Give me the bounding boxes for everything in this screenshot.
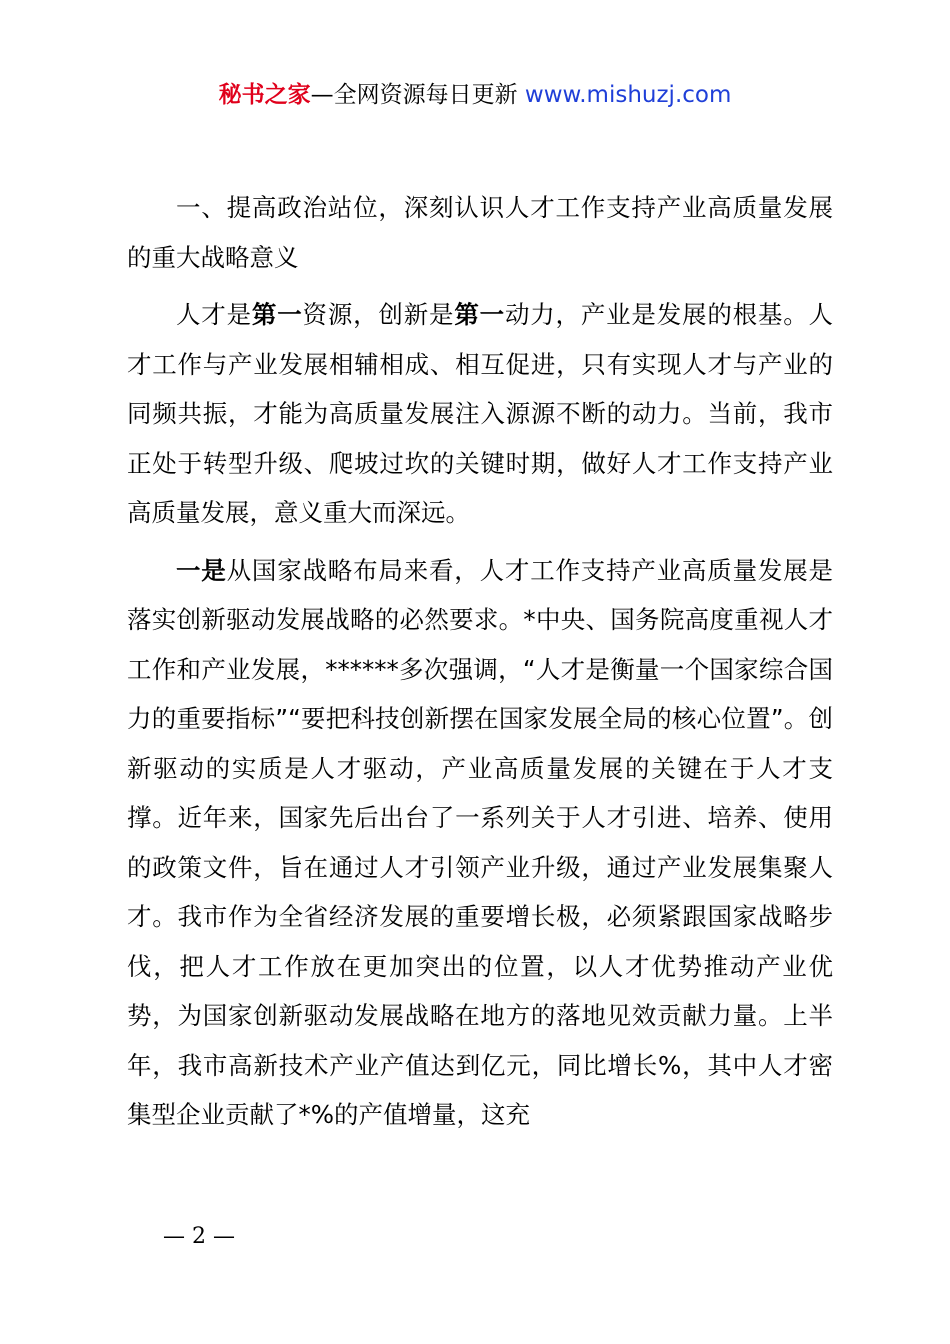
- brand-name: 秘书之家: [218, 82, 311, 108]
- bold-text: 第一: [454, 300, 505, 329]
- section-heading: 一、提高政治站位，深刻认识人才工作支持产业高质量发展的重大战略意义: [127, 193, 833, 272]
- text-run: 动力，产业是发展的根基。人才工作与产业发展相辅相成、相互促进，只有实现人才与产业的同频共振，才能为高质量发展注入源源不断的动力。当前，我市正处于转型升级、爬坡过坎的关键时期，做好人才工作支持产业高质量发展，意义重大而深远。: [127, 300, 834, 527]
- text-run: 从国家战略布局来看，人才工作支持产业高质量发展是落实创新驱动发展战略的必然要求。*中央、国务院高度重视人才工作和产业发展，******多次强调，“人才是衡量一个国家综合国力的重要指标”“要把科技创新摆在国家发展全局的核心位置”。创新驱动的实质是人才驱动，产业高质量发展的关键在于人才支撑。近年来，国家先后出台了一系列关于人才引进、培养、使用的政策文件，旨在通过人才引领产业升级，通过产业发展集聚人才。我市作为全省经济发展的重要增长极，必须紧跟国家战略步伐，把人才工作放在更加突出的位置，以人才优势推动产业优势，为国家创新驱动发展战略在地方的落地见效贡献力量。上半年，我市高新技术产业产值达到亿元，同比增长%，其中人才密集型企业贡献了*%的产值增量，这充: [127, 555, 834, 1129]
- site-header: [0, 78, 950, 112]
- paragraph-national-strategy: [127, 546, 833, 1140]
- bold-lead: 一是: [176, 555, 227, 585]
- website-link[interactable]: www.mishuzj.com: [524, 82, 732, 108]
- header-tagline: —全网资源每日更新: [310, 82, 525, 108]
- text-run: 人才是: [176, 300, 252, 329]
- bold-text: 第一: [251, 300, 303, 329]
- paragraph-talent-resource: [127, 290, 833, 538]
- document-body: [127, 183, 833, 1140]
- page-number: — 2 —: [163, 1224, 235, 1249]
- text-run: 资源，创新是: [302, 300, 455, 329]
